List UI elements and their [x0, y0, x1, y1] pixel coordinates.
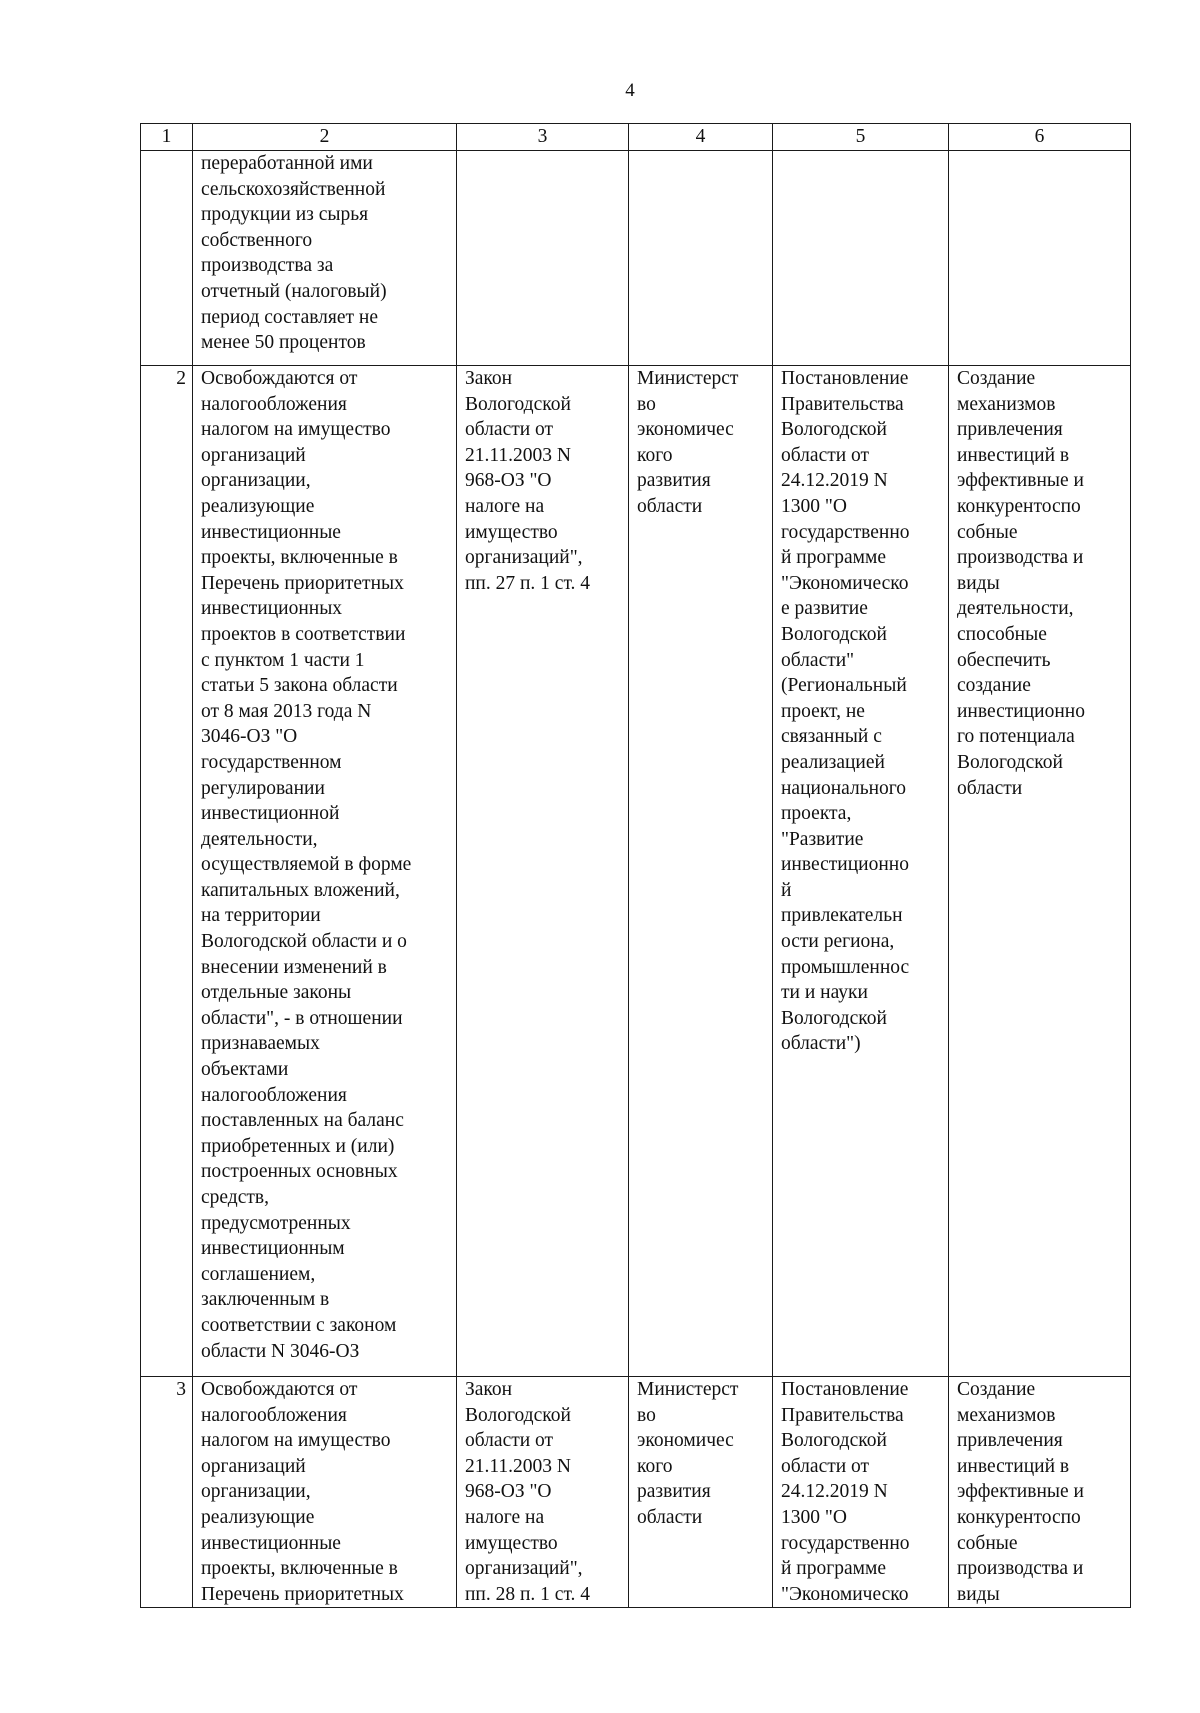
- row-number: [141, 151, 193, 366]
- state-program: Постановление Правительства Вологодской области от 24.12.2019 N 1300 "О государственно й программе "Экономическо: [773, 1377, 949, 1608]
- benefit-description: Освобождаются от налогообложения налогом на имущество организаций организации, реализующие инвестиционные проекты, включенные в Перечень приоритетных: [193, 1377, 457, 1608]
- state-program: Постановление Правительства Вологодской области от 24.12.2019 N 1300 "О государственно й программе "Экономическо е развитие Вологодской области" (Региональный проект, не связанный с реализацией национального проекта, "Развитие инвестиционно й привлекательн ости региона, промышленнос ти и науки Вологодской области"): [773, 366, 949, 1377]
- legal-basis: [457, 151, 629, 366]
- responsible-body: Министерст во экономичес кого развития области: [629, 366, 773, 1377]
- column-header-6: 6: [949, 124, 1131, 151]
- legal-basis: Закон Вологодской области от 21.11.2003 N 968-ОЗ "О налоге на имущество организаций", пп. 28 п. 1 ст. 4: [457, 1377, 629, 1608]
- table-row: [141, 1377, 1131, 1608]
- column-header-3: 3: [457, 124, 629, 151]
- benefit-description: переработанной ими сельскохозяйственной продукции из сырья собственного производства за отчетный (налоговый) период составляет не менее 50 процентов: [193, 151, 457, 366]
- responsible-body: Министерст во экономичес кого развития области: [629, 1377, 773, 1608]
- column-header-1: 1: [141, 124, 193, 151]
- row-number: 3: [141, 1377, 193, 1608]
- column-header-4: 4: [629, 124, 773, 151]
- row-number: 2: [141, 366, 193, 1377]
- program-goal: [949, 151, 1131, 366]
- tax-benefits-table: [140, 123, 1131, 1608]
- legal-basis: Закон Вологодской области от 21.11.2003 N 968-ОЗ "О налоге на имущество организаций", пп. 27 п. 1 ст. 4: [457, 366, 629, 1377]
- page-number: 4: [625, 80, 635, 101]
- responsible-body: [629, 151, 773, 366]
- column-number-row: [141, 124, 1131, 151]
- program-goal: Создание механизмов привлечения инвестиций в эффективные и конкурентоспо собные производства и виды деятельности, способные обеспечить создание инвестиционно го потенциала Вологодской области: [949, 366, 1131, 1377]
- column-header-5: 5: [773, 124, 949, 151]
- table-row: [141, 366, 1131, 1377]
- column-header-2: 2: [193, 124, 457, 151]
- table-row: [141, 151, 1131, 366]
- state-program: [773, 151, 949, 366]
- program-goal: Создание механизмов привлечения инвестиций в эффективные и конкурентоспо собные производства и виды: [949, 1377, 1131, 1608]
- benefit-description: Освобождаются от налогообложения налогом на имущество организаций организации, реализующие инвестиционные проекты, включенные в Перечень приоритетных инвестиционных проектов в соответствии с пунктом 1 части 1 статьи 5 закона области от 8 мая 2013 года N 3046-ОЗ "О государственном регулировании инвестиционной деятельности, осуществляемой в форме капитальных вложений, на территории Вологодской области и о внесении изменений в отдельные законы области", - в отношении признаваемых объектами налогообложения поставленных на баланс приобретенных и (или) построенных основных средств, предусмотренных инвестиционным соглашением, заключенным в соответствии с законом области N 3046-ОЗ: [193, 366, 457, 1377]
